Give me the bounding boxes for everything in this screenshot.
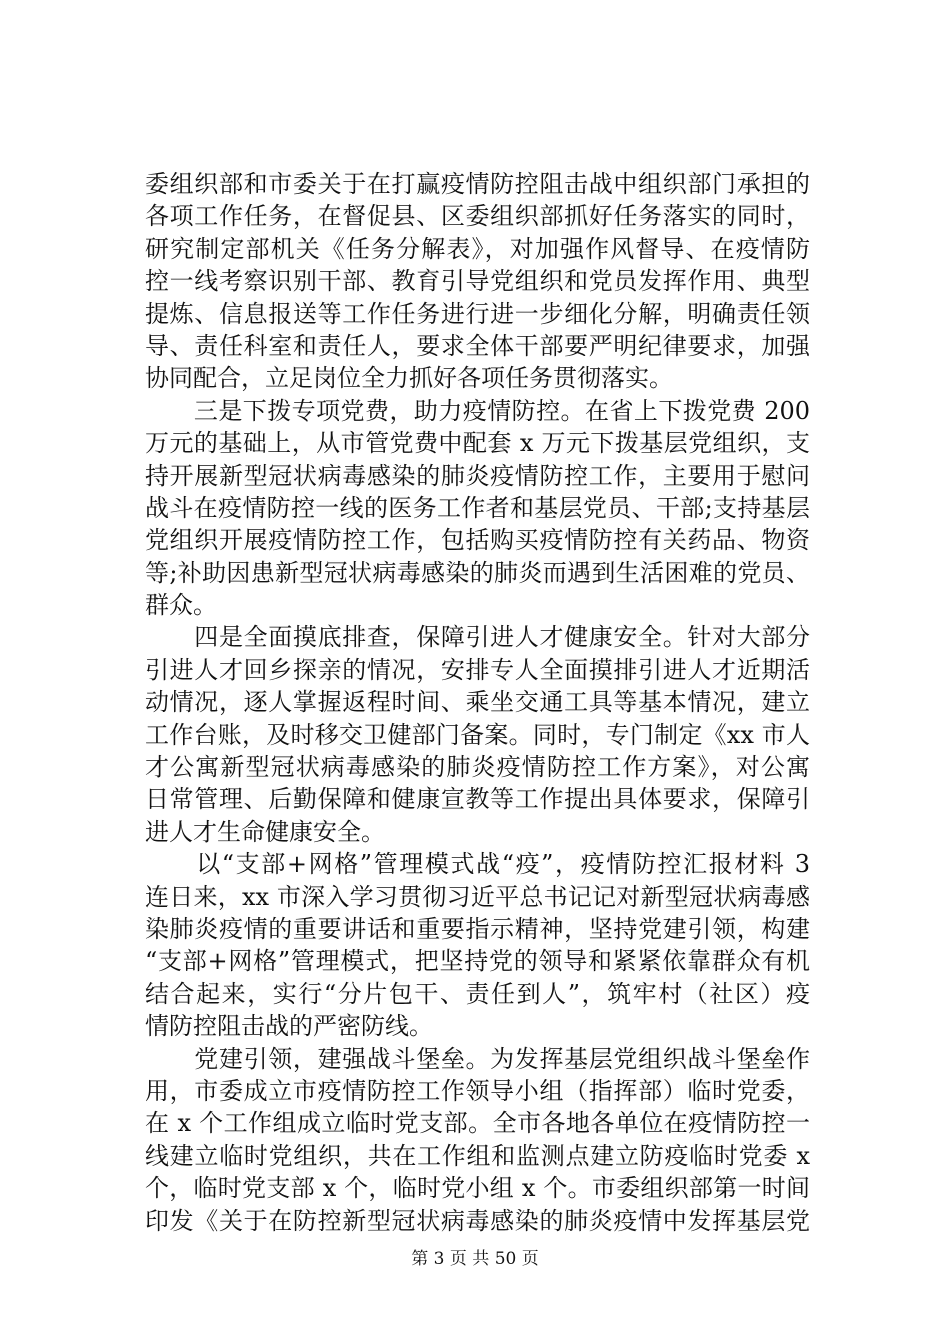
text-line: 万元的基础上，从市管党费中配套 x 万元下拨基层党组织，支	[145, 429, 810, 458]
text-line: 工作台账，及时移交卫健部门备案。同时，专门制定《xx 市人	[145, 720, 810, 749]
text-line: 提炼、信息报送等工作任务进行进一步细化分解，明确责任领	[145, 299, 810, 328]
text-line: 连日来，xx 市深入学习贯彻习近平总书记记对新型冠状病毒感	[145, 882, 810, 911]
text-line: 群众。	[145, 591, 217, 620]
text-line: 线建立临时党组织，共在工作组和监测点建立防疫临时党委 x	[145, 1141, 810, 1170]
text-line: 个，临时党支部 x 个，临时党小组 x 个。市委组织部第一时间	[145, 1174, 810, 1203]
text-line: 进人才生命健康安全。	[145, 817, 385, 846]
text-line: 在 x 个工作组成立临时党支部。全市各地各单位在疫情防控一	[145, 1109, 810, 1138]
text-line: 持开展新型冠状病毒感染的肺炎疫情防控工作，主要用于慰问	[145, 461, 810, 490]
page-footer: 第 3 页 共 50 页	[411, 1249, 539, 1269]
text-line: 各项工作任务，在督促县、区委组织部抓好任务落实的同时，	[145, 202, 810, 231]
text-line: 三是下拨专项党费，助力疫情防控。在省上下拨党费 200	[145, 396, 810, 425]
text-line: 才公寓新型冠状病毒感染的肺炎疫情防控工作方案》，对公寓	[145, 753, 810, 782]
text-line: 日常管理、后勤保障和健康宣教等工作提出具体要求，保障引	[145, 785, 810, 814]
text-line: 研究制定部机关《任务分解表》，对加强作风督导、在疫情防	[145, 234, 810, 263]
document-body	[145, 168, 810, 1237]
text-line: 党组织开展疫情防控工作，包括购买疫情防控有关药品、物资	[145, 526, 810, 555]
text-line: 战斗在疫情防控一线的医务工作者和基层党员、干部;支持基层	[145, 493, 810, 522]
text-line: 结合起来，实行“分片包干、责任到人”，筑牢村（社区）疫	[145, 979, 810, 1008]
text-line: 导、责任科室和责任人，要求全体干部要严明纪律要求，加强	[145, 331, 810, 360]
text-line: 等;补助因患新型冠状病毒感染的肺炎而遇到生活困难的党员、	[145, 558, 810, 587]
text-line: 引进人才回乡探亲的情况，安排专人全面摸排引进人才近期活	[145, 655, 810, 684]
text-line: 控一线考察识别干部、教育引导党组织和党员发挥作用、典型	[145, 267, 810, 296]
text-line: “支部+网格”管理模式，把坚持党的领导和紧紧依靠群众有机	[145, 947, 810, 976]
text-line: 委组织部和市委关于在打赢疫情防控阻击战中组织部门承担的	[145, 170, 810, 198]
text-line: 染肺炎疫情的重要讲话和重要指示精神，坚持党建引领，构建	[145, 914, 810, 943]
text-line: 印发《关于在防控新型冠状病毒感染的肺炎疫情中发挥基层党	[145, 1206, 810, 1235]
text-line: 情防控阻击战的严密防线。	[145, 1012, 433, 1041]
text-line: 以“支部+网格”管理模式战“疫”，疫情防控汇报材料 3	[145, 850, 810, 879]
text-line: 动情况，逐人掌握返程时间、乘坐交通工具等基本情况，建立	[145, 688, 810, 717]
text-line: 协同配合，立足岗位全力抓好各项任务贯彻落实。	[145, 364, 673, 393]
text-line: 党建引领，建强战斗堡垒。为发挥基层党组织战斗堡垒作	[145, 1044, 810, 1073]
text-line: 用，市委成立市疫情防控工作领导小组（指挥部）临时党委，	[145, 1076, 810, 1105]
text-line: 四是全面摸底排查，保障引进人才健康安全。针对大部分	[145, 623, 810, 652]
